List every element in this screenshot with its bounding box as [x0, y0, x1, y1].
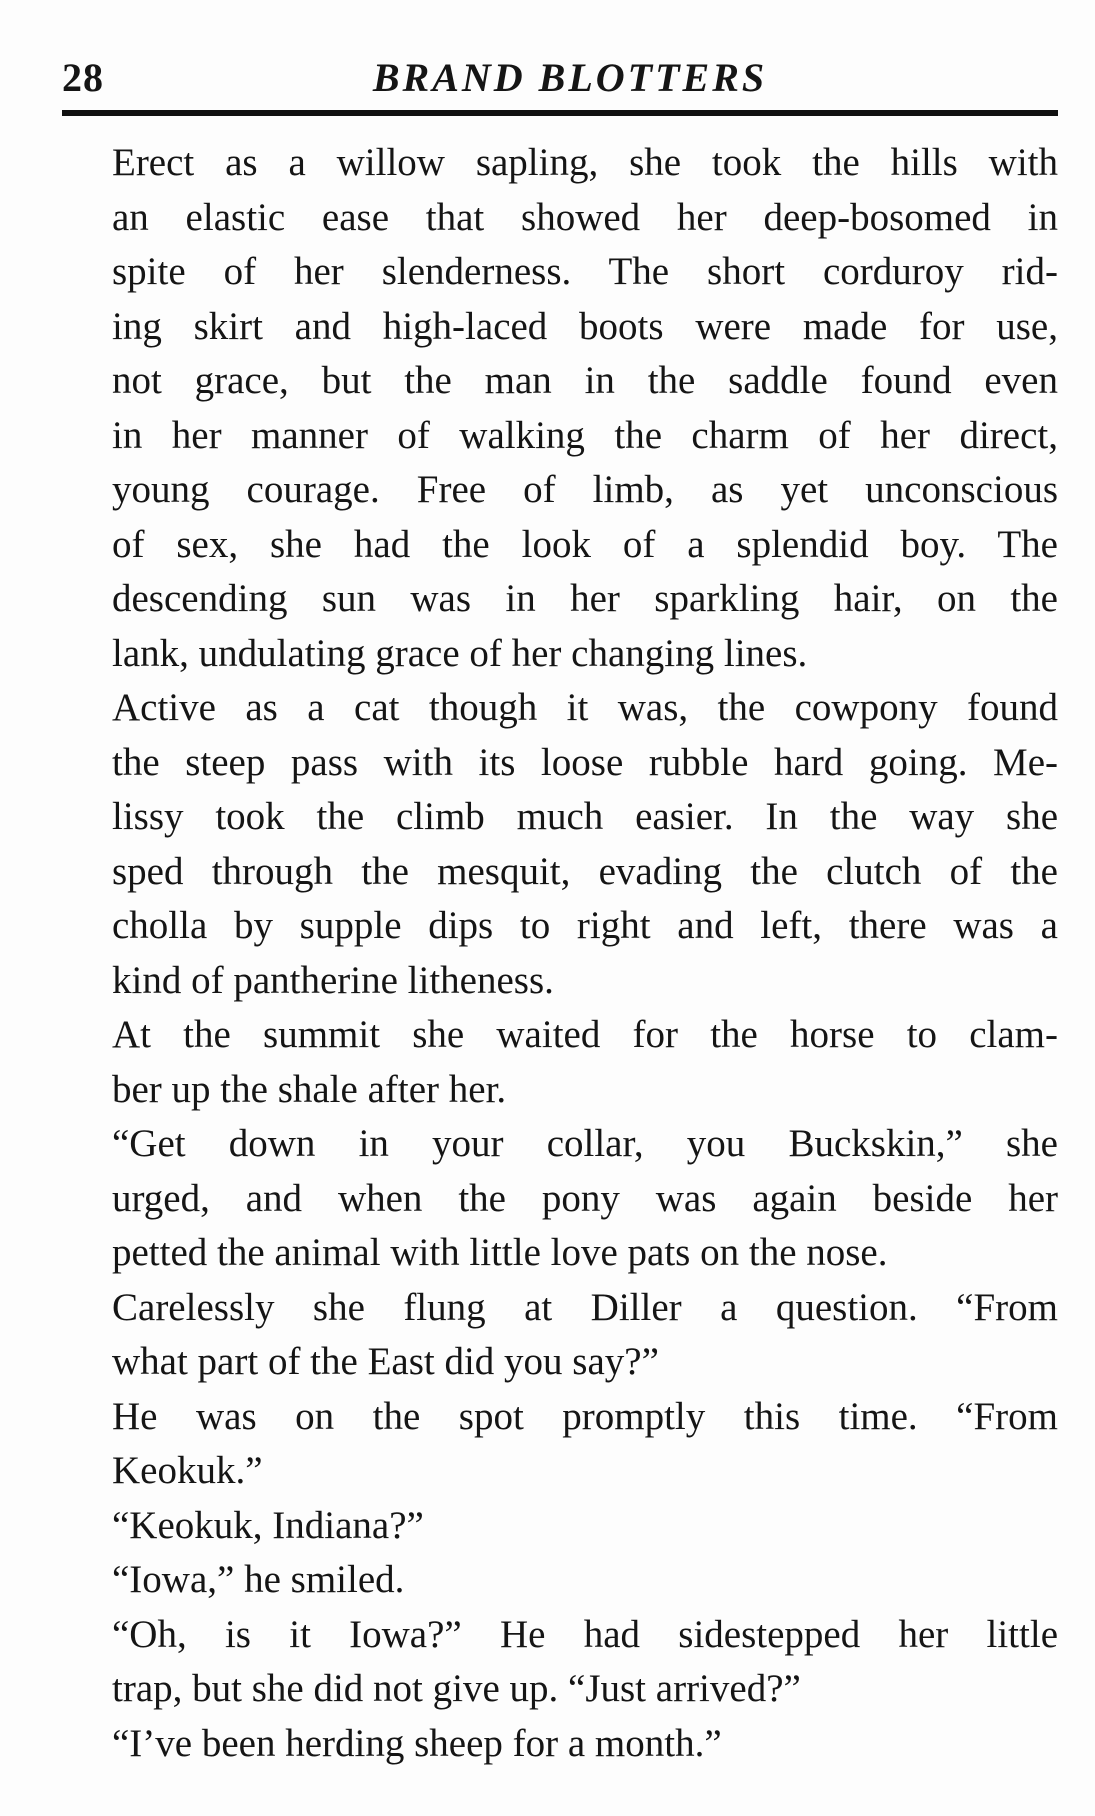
text-line: lissy took the climb much easier. In the way she — [112, 795, 1058, 838]
page-number: 28 — [62, 55, 104, 100]
page-header — [62, 50, 1058, 106]
text-line: cholla by supple dips to right and left, there was a — [112, 904, 1058, 947]
text-line: ber up the shale after her. — [112, 1067, 507, 1111]
text-line: “I’ve been herding sheep for a month.” — [112, 1721, 722, 1765]
body-text — [62, 136, 1058, 1771]
text-line: “Get down in your collar, you Buckskin,” she — [112, 1122, 1058, 1165]
text-line: petted the animal with little love pats on the nose. — [112, 1231, 888, 1274]
paragraph — [62, 1008, 1058, 1117]
text-line: an elastic ease that showed her deep-bosomed in — [112, 195, 1058, 239]
text-line: Active as a cat though it was, the cowpony found — [112, 686, 1058, 729]
paragraph — [62, 1390, 1058, 1499]
text-line: At the summit she waited for the horse to clam- — [112, 1013, 1058, 1056]
text-line: ing skirt and high-laced boots were made for use, — [112, 304, 1058, 348]
text-line: kind of pantherine litheness. — [112, 958, 554, 1002]
text-line: “Oh, is it Iowa?” He had sidestepped her little — [112, 1612, 1058, 1656]
paragraph — [62, 136, 1058, 681]
text-line: Erect as a willow sapling, she took the hills with — [112, 141, 1058, 184]
text-line: not grace, but the man in the saddle found even — [112, 359, 1058, 402]
text-line: lank, undulating grace of her changing lines. — [112, 631, 808, 675]
text-line: of sex, she had the look of a splendid boy. The — [112, 522, 1058, 566]
text-line: Carelessly she flung at Diller a question. “From — [112, 1285, 1058, 1329]
running-title: BRAND BLOTTERS — [372, 55, 768, 100]
paragraph — [62, 1117, 1058, 1281]
text-line: in her manner of walking the charm of her direct, — [112, 413, 1058, 457]
paragraph — [62, 1281, 1058, 1390]
text-line: urged, and when the pony was again beside her — [112, 1176, 1058, 1220]
paragraph — [62, 1717, 1058, 1772]
text-line: trap, but she did not give up. “Just arrived?” — [112, 1667, 801, 1710]
paragraph — [62, 1608, 1058, 1717]
paragraph — [62, 1553, 1058, 1608]
text-line: the steep pass with its loose rubble hard going. Me- — [112, 740, 1058, 784]
text-line: sped through the mesquit, evading the clutch of the — [112, 849, 1058, 893]
text-line: “Keokuk, Indiana?” — [112, 1503, 424, 1547]
text-line: Keokuk.” — [112, 1449, 263, 1492]
text-line: “Iowa,” he smiled. — [112, 1558, 405, 1601]
text-line: descending sun was in her sparkling hair, on the — [112, 577, 1058, 620]
text-line: He was on the spot promptly this time. “From — [112, 1394, 1058, 1438]
paragraph — [62, 681, 1058, 1008]
text-line: young courage. Free of limb, as yet unconscious — [112, 468, 1058, 511]
text-line: spite of her slenderness. The short corduroy rid- — [112, 250, 1058, 293]
paragraph — [62, 1499, 1058, 1554]
header-rule — [62, 110, 1058, 116]
text-line: what part of the East did you say?” — [112, 1340, 659, 1383]
